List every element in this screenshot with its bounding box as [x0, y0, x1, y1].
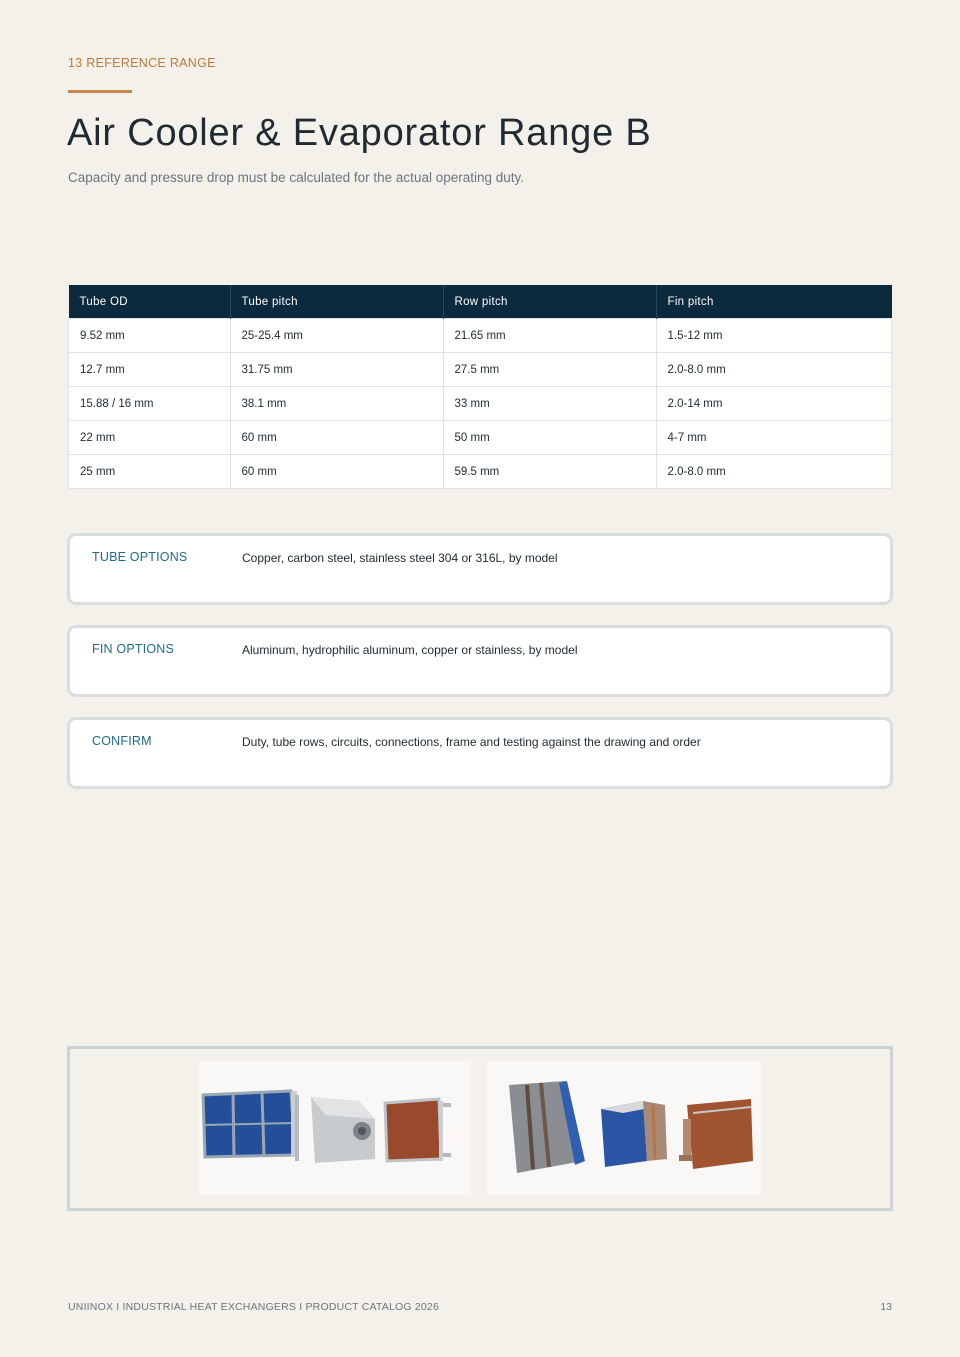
confirm-card: [67, 717, 893, 789]
fin-options-card: [67, 625, 893, 697]
table-row: [69, 455, 892, 489]
tube-options-card: [67, 533, 893, 605]
page-number: 13: [880, 1301, 892, 1313]
table-row: [69, 319, 892, 353]
table-cell: 25-25.4 mm: [230, 319, 443, 353]
table-cell: 15.88 / 16 mm: [69, 387, 231, 421]
table-row: [69, 353, 892, 387]
table-cell: 2.0-8.0 mm: [656, 353, 892, 387]
table-cell: 59.5 mm: [443, 455, 656, 489]
table-cell: 31.75 mm: [230, 353, 443, 387]
page-title: Air Cooler & Evaporator Range B: [67, 112, 652, 154]
footer-text: UNIINOX I INDUSTRIAL HEAT EXCHANGERS I PRODUCT CATALOG 2026: [68, 1301, 440, 1313]
confirm-text: Duty, tube rows, circuits, connections, frame and testing against the drawing and order: [242, 735, 701, 749]
column-header-tube-pitch: Tube pitch: [230, 285, 443, 319]
product-photo-coils-right: [487, 1061, 761, 1195]
table-cell: 22 mm: [69, 421, 231, 455]
column-header-tube-od: Tube OD: [69, 285, 231, 319]
column-header-row-pitch: Row pitch: [443, 285, 656, 319]
product-photo-coils-left: [199, 1061, 471, 1195]
table-row: [69, 421, 892, 455]
table-header-row: [69, 285, 892, 319]
table-cell: 2.0-8.0 mm: [656, 455, 892, 489]
product-gallery: [67, 1046, 893, 1211]
table-cell: 9.52 mm: [69, 319, 231, 353]
page-subtitle: Capacity and pressure drop must be calculated for the actual operating duty.: [68, 170, 525, 185]
section-kicker: 13 REFERENCE RANGE: [68, 56, 216, 70]
table-cell: 38.1 mm: [230, 387, 443, 421]
kicker-underline: [68, 90, 132, 93]
table-cell: 12.7 mm: [69, 353, 231, 387]
coil-illustration-left: [199, 1061, 471, 1195]
table-cell: 33 mm: [443, 387, 656, 421]
tube-options-text: Copper, carbon steel, stainless steel 304 or 316L, by model: [242, 551, 558, 565]
confirm-label: CONFIRM: [92, 734, 152, 748]
fin-options-text: Aluminum, hydrophilic aluminum, copper or stainless, by model: [242, 643, 578, 657]
tube-options-label: TUBE OPTIONS: [92, 550, 188, 564]
table-cell: 27.5 mm: [443, 353, 656, 387]
table-row: [69, 387, 892, 421]
table-cell: 21.65 mm: [443, 319, 656, 353]
table-cell: 25 mm: [69, 455, 231, 489]
column-header-fin-pitch: Fin pitch: [656, 285, 892, 319]
table-cell: 2.0-14 mm: [656, 387, 892, 421]
table-cell: 4-7 mm: [656, 421, 892, 455]
table-cell: 1.5-12 mm: [656, 319, 892, 353]
spec-table: [68, 285, 892, 489]
table-cell: 60 mm: [230, 455, 443, 489]
table-cell: 50 mm: [443, 421, 656, 455]
fin-options-label: FIN OPTIONS: [92, 642, 175, 656]
table-cell: 60 mm: [230, 421, 443, 455]
coil-illustration-right: [487, 1061, 761, 1195]
